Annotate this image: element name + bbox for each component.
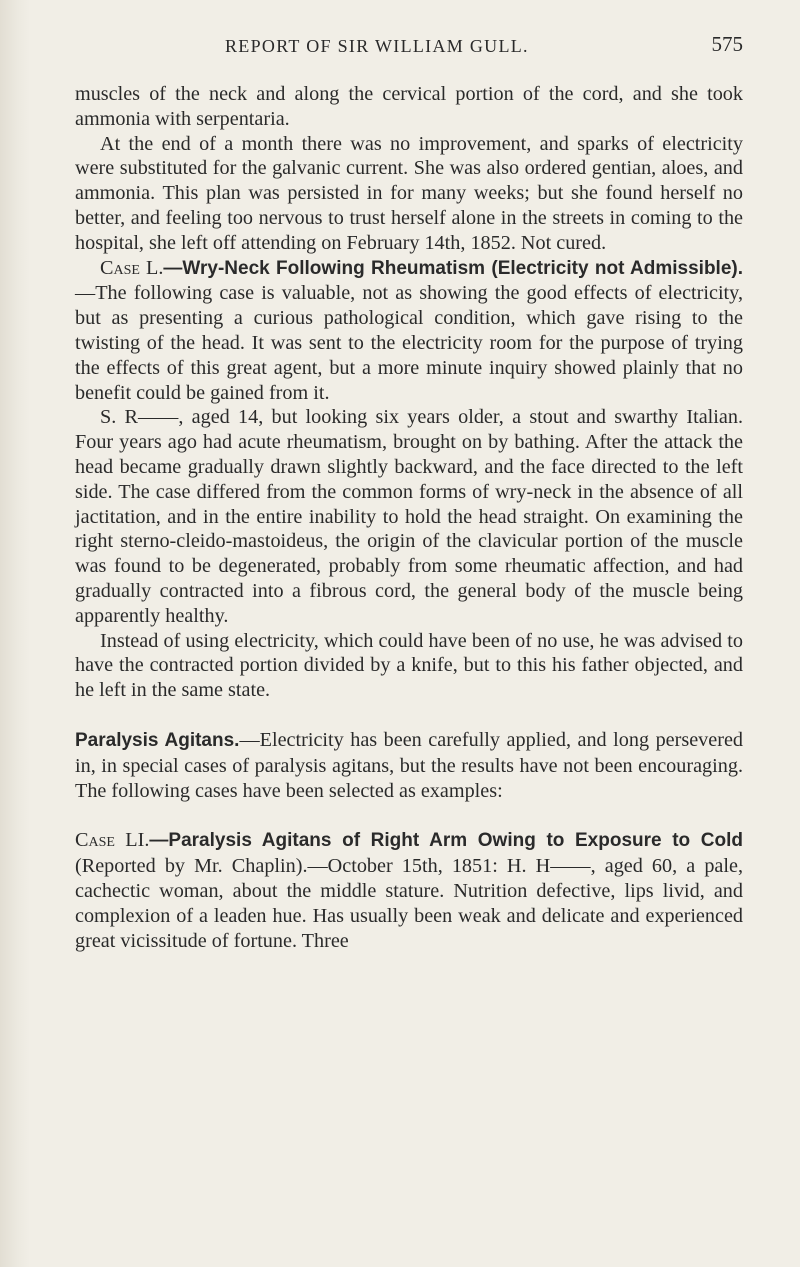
section-text: —Electricity has been carefully applied, and long persevered in, in special cases of paralysis agitans, but the results have not been encouraging. The following cases have been selected as examples: (75, 728, 743, 802)
paragraph-case-li (75, 828, 743, 953)
case-text: —The following case is valuable, not as showing the good effects of electricity, but as presenting a curious pathological condition, which gave rising to the twisting of the head. It was sent to the electricity room for the purpose of trying the effects of this great agent, but a more minute inquiry showed plainly that no benefit could be gained from it. (75, 282, 743, 404)
case-heading: —Paralysis Agitans of Right Arm Owing to Exposure to Cold (149, 830, 743, 852)
case-heading: —Wry-Neck Following Rheumatism (Electricity not Admissible). (163, 257, 744, 279)
running-title: REPORT OF SIR WILLIAM GULL. (225, 36, 529, 56)
paragraph-patient-sr: S. R——, aged 14, but looking six years older, a stout and swarthy Italian. Four years ago had acute rheumatism, brought on by bathing. After the attack the head became gradually drawn slightly backward, and the face directed to the left side. The case differed from the common forms of wry-neck in the absence of all jactitation, and in the entire inability to hold the head straight. On examining the right sterno-cleido-mastoideus, the origin of the clavicular portion of the muscle was found to be degenerated, probably from some rheumatic affection, and had gradually contracted into a fibrous cord, the general body of the muscle being apparently healthy. (75, 406, 743, 627)
book-page (75, 30, 743, 953)
page-edge-shadow (0, 0, 30, 1267)
case-text: (Reported by Mr. Chaplin).—October 15th, 1851: H. H——, aged 60, a pale, cachectic woman, about the middle stature. Nutrition defective, lips livid, and complexion of a leaden hue. Has usually been weak and delicate and experienced great vicissitude of fortune. Three (75, 855, 743, 952)
paragraph-paralysis-agitans (75, 728, 743, 803)
paragraph-instead: Instead of using electricity, which could have been of no use, he was advised to have the contracted portion divided by a knife, but to this his father objected, and he left in the same state. (75, 629, 743, 702)
paragraph-month-end: At the end of a month there was no improvement, and sparks of electricity were substituted for the galvanic current. She was also ordered gentian, aloes, and ammonia. This plan was persisted in for many weeks; but she found herself no better, and feeling too nervous to trust herself alone in the streets in coming to the hospital, she left off attending on February 14th, 1852. Not cured. (75, 132, 743, 254)
section-heading: Paralysis Agitans. (75, 729, 240, 751)
paragraph-continuation: muscles of the neck and along the cervical portion of the cord, and she took ammonia with serpentaria. (75, 83, 743, 130)
case-label: Case L. (100, 256, 164, 279)
paragraph-case-l (75, 256, 743, 406)
page-number: 575 (711, 32, 743, 56)
case-label: Case LI. (75, 829, 150, 852)
body-text (75, 82, 743, 953)
running-header (75, 30, 743, 64)
